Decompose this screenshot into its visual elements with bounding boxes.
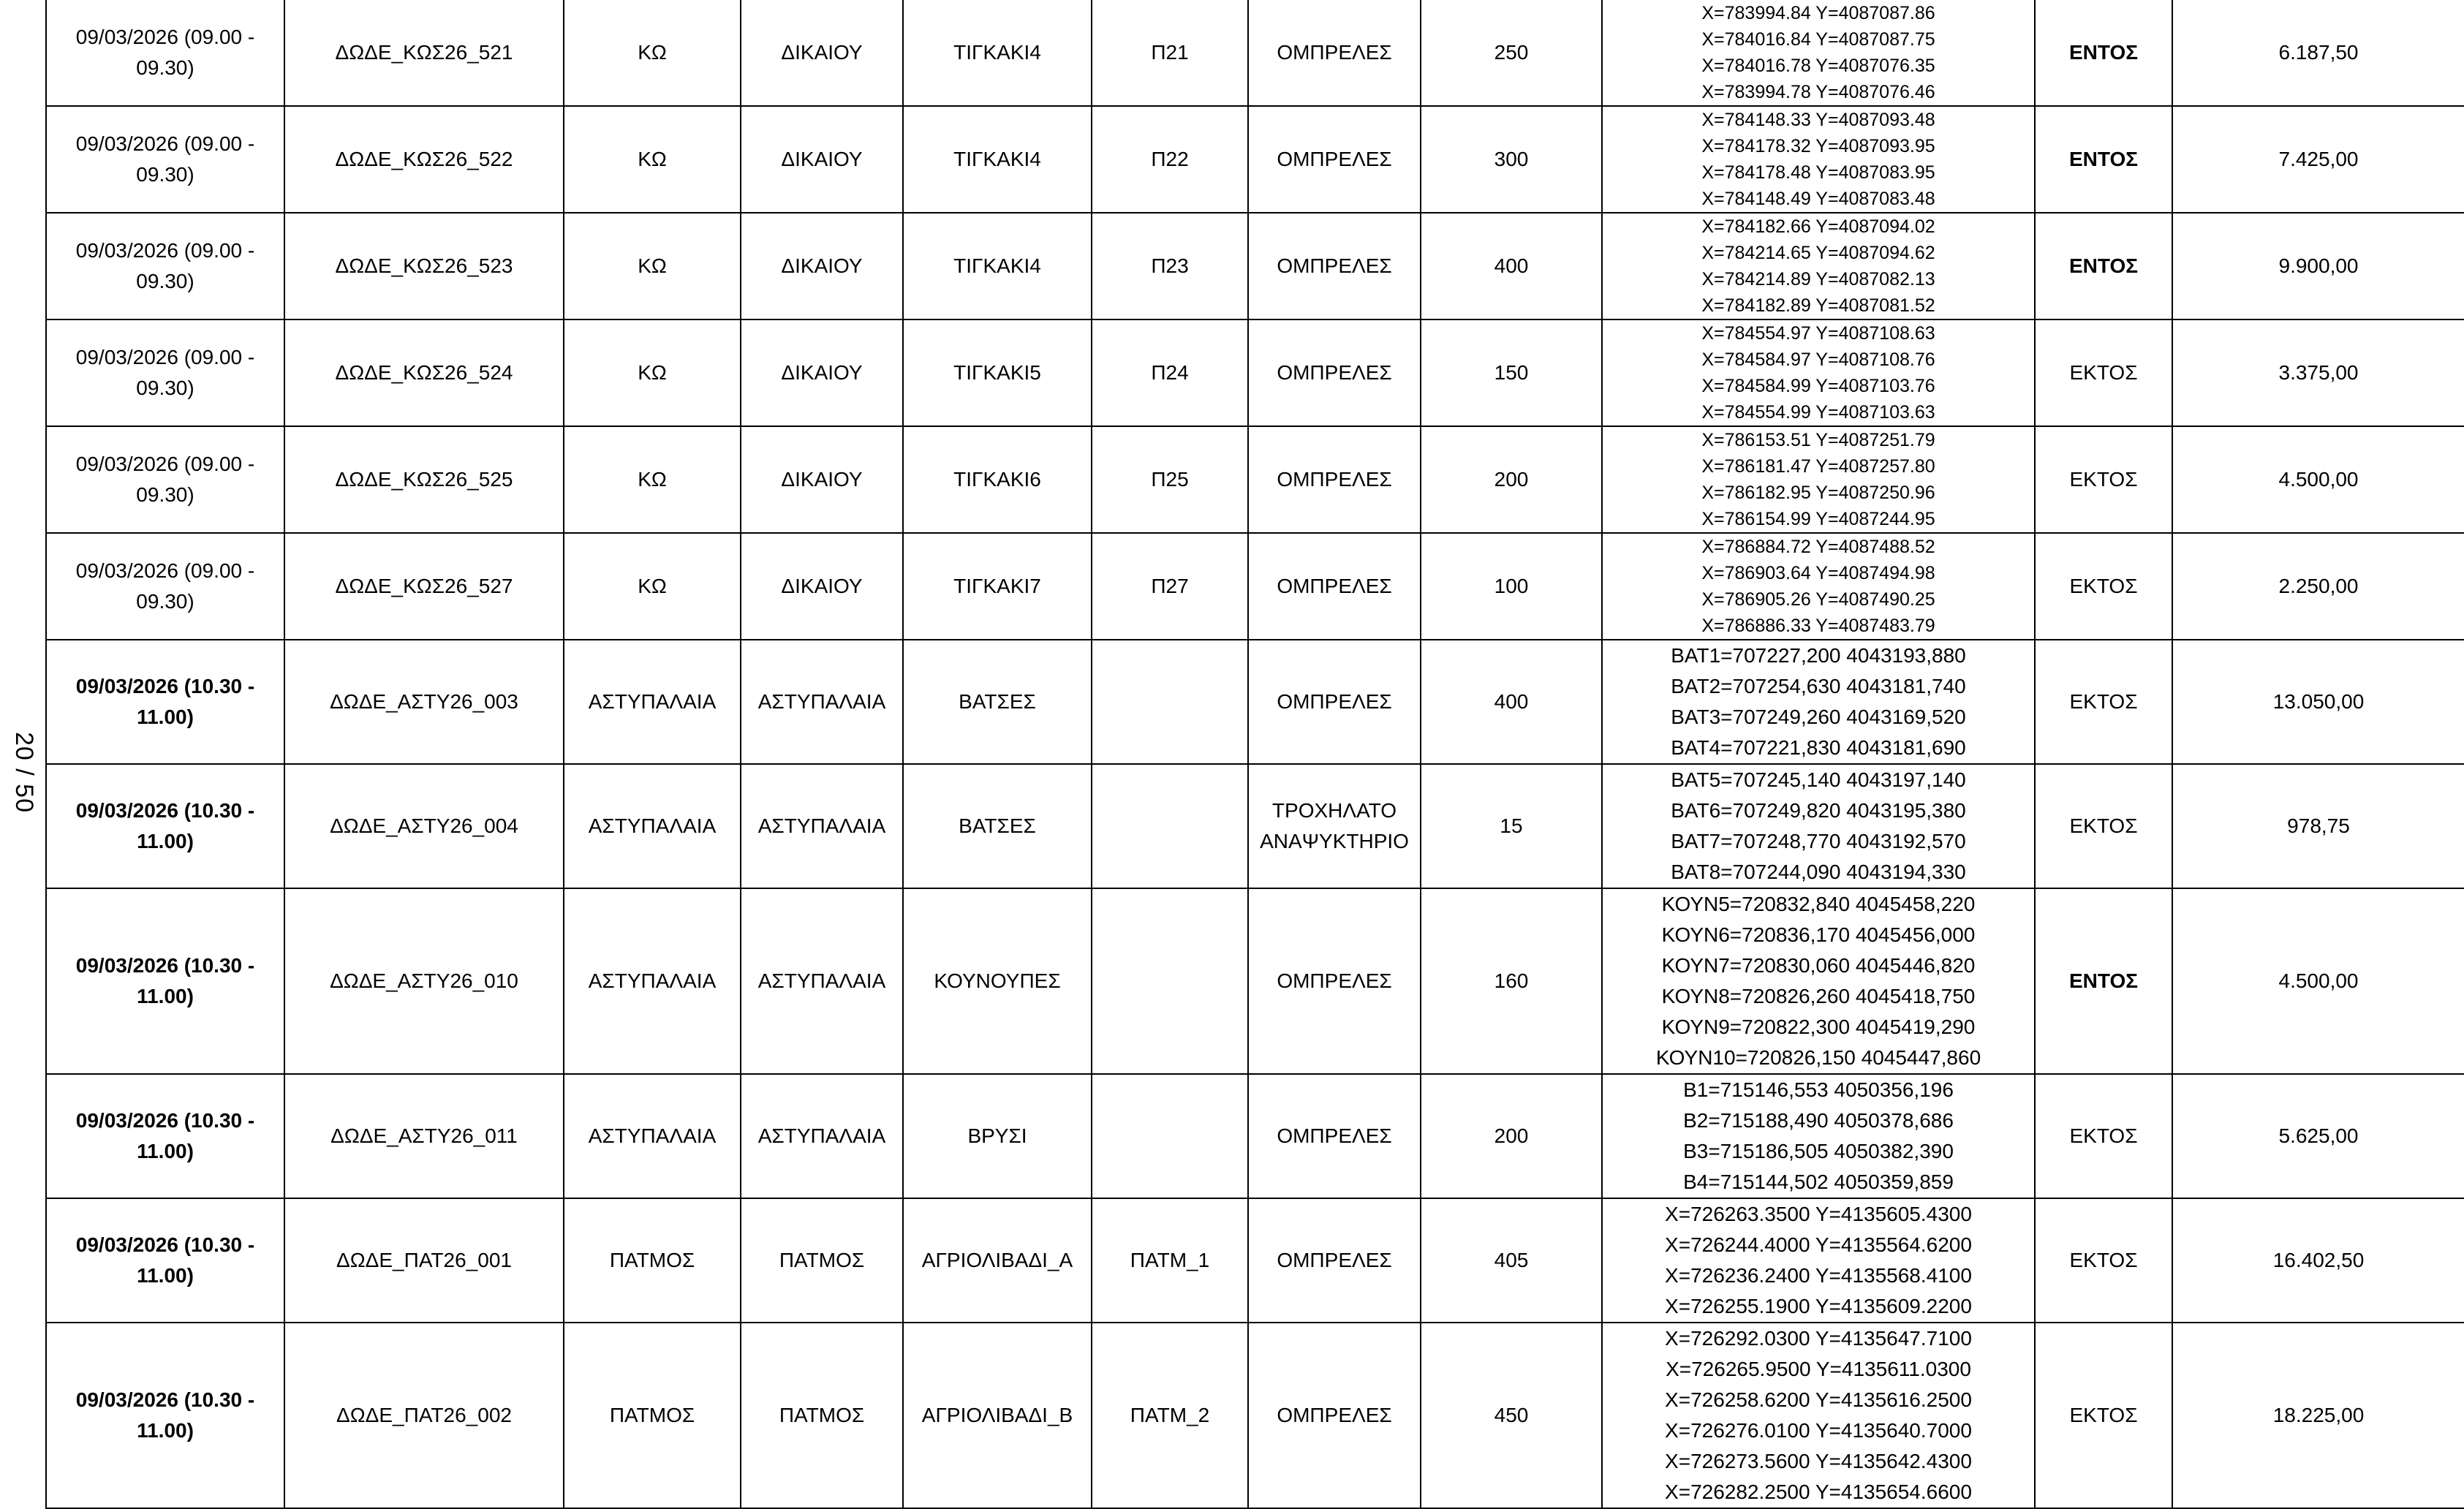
coordinate-line: X=786181.47 Y=4087257.80	[1701, 456, 1935, 477]
coordinate-line: X=784016.78 Y=4087076.35	[1701, 56, 1935, 76]
area-cell: 300	[1421, 106, 1602, 213]
coordinate-line: ΒΑΤ5=707245,140 4043197,140	[1671, 768, 1966, 791]
island-cell: ΠΑΤΜΟΣ	[564, 1323, 741, 1508]
date-cell: 09/03/2026 (09.00 - 09.30)	[46, 426, 284, 533]
coordinate-line: X=784182.89 Y=4087081.52	[1701, 295, 1935, 316]
table-row	[46, 1323, 2464, 1508]
amount-cell: 6.187,50	[2172, 0, 2464, 106]
use-cell: ΟΜΠΡΕΛΕΣ	[1248, 106, 1421, 213]
coordinate-line: X=726258.6200 Y=4135616.2500	[1665, 1388, 1972, 1411]
zone-cell: ΕΝΤΟΣ	[2035, 0, 2172, 106]
zone-cell: ΕΚΤΟΣ	[2035, 1198, 2172, 1323]
plot-cell	[1092, 640, 1248, 764]
code-cell: ΔΩΔΕ_ΚΩΣ26_523	[284, 213, 564, 319]
island-cell: ΑΣΤΥΠΑΛΑΙΑ	[564, 640, 741, 764]
location-cell: ΒΡΥΣΙ	[903, 1074, 1092, 1198]
coordinates-cell	[1602, 1323, 2035, 1508]
location-cell: ΤΙΓΚΑΚΙ5	[903, 319, 1092, 426]
coordinates-cell	[1602, 106, 2035, 213]
coordinate-line: X=784178.32 Y=4087093.95	[1701, 136, 1935, 156]
table-body	[46, 0, 2464, 1508]
coordinate-line: X=786182.95 Y=4087250.96	[1701, 483, 1935, 503]
concession-table	[45, 0, 2464, 1509]
coordinates-cell	[1602, 0, 2035, 106]
plot-cell: Π27	[1092, 533, 1248, 640]
code-cell: ΔΩΔΕ_ΑΣΤΥ26_003	[284, 640, 564, 764]
coordinates-cell	[1602, 213, 2035, 319]
use-cell: ΟΜΠΡΕΛΕΣ	[1248, 640, 1421, 764]
zone-cell: ΕΝΤΟΣ	[2035, 213, 2172, 319]
coordinate-line: X=784554.97 Y=4087108.63	[1701, 323, 1935, 344]
use-cell: ΟΜΠΡΕΛΕΣ	[1248, 213, 1421, 319]
coordinate-line: Β1=715146,553 4050356,196	[1683, 1078, 1954, 1101]
zone-cell: ΕΝΤΟΣ	[2035, 888, 2172, 1074]
coordinate-line: X=783994.84 Y=4087087.86	[1701, 3, 1935, 23]
table-row	[46, 1074, 2464, 1198]
municipality-cell: ΔΙΚΑΙΟΥ	[741, 0, 903, 106]
coordinate-line: X=784554.99 Y=4087103.63	[1701, 402, 1935, 423]
coordinate-line: X=786884.72 Y=4087488.52	[1701, 537, 1935, 557]
coordinates-cell	[1602, 533, 2035, 640]
coordinates-cell	[1602, 888, 2035, 1074]
area-cell: 450	[1421, 1323, 1602, 1508]
plot-cell	[1092, 1074, 1248, 1198]
amount-cell: 16.402,50	[2172, 1198, 2464, 1323]
coordinate-line: X=784182.66 Y=4087094.02	[1701, 216, 1935, 237]
coordinate-line: X=786905.26 Y=4087490.25	[1701, 589, 1935, 610]
area-cell: 400	[1421, 640, 1602, 764]
coordinate-line: X=784584.99 Y=4087103.76	[1701, 376, 1935, 396]
location-cell: ΤΙΓΚΑΚΙ4	[903, 0, 1092, 106]
coordinate-line: Β3=715186,505 4050382,390	[1683, 1140, 1954, 1162]
area-cell: 160	[1421, 888, 1602, 1074]
date-cell: 09/03/2026 (09.00 - 09.30)	[46, 106, 284, 213]
table-row	[46, 0, 2464, 106]
amount-cell: 4.500,00	[2172, 888, 2464, 1074]
coordinate-line: X=726292.0300 Y=4135647.7100	[1665, 1327, 1972, 1350]
zone-cell: ΕΚΤΟΣ	[2035, 319, 2172, 426]
date-cell: 09/03/2026 (09.00 - 09.30)	[46, 319, 284, 426]
coordinate-line: ΒΑΤ3=707249,260 4043169,520	[1671, 706, 1966, 728]
code-cell: ΔΩΔΕ_ΚΩΣ26_527	[284, 533, 564, 640]
zone-cell: ΕΚΤΟΣ	[2035, 764, 2172, 888]
island-cell: ΑΣΤΥΠΑΛΑΙΑ	[564, 764, 741, 888]
location-cell: ΤΙΓΚΑΚΙ6	[903, 426, 1092, 533]
use-cell: ΟΜΠΡΕΛΕΣ	[1248, 1074, 1421, 1198]
municipality-cell: ΑΣΤΥΠΑΛΑΙΑ	[741, 764, 903, 888]
page-counter-text: 20 / 50	[10, 731, 38, 813]
coordinate-line: X=726236.2400 Y=4135568.4100	[1665, 1264, 1972, 1287]
area-cell: 100	[1421, 533, 1602, 640]
code-cell: ΔΩΔΕ_ΚΩΣ26_522	[284, 106, 564, 213]
date-cell: 09/03/2026 (09.00 - 09.30)	[46, 533, 284, 640]
coordinate-line: X=783994.78 Y=4087076.46	[1701, 82, 1935, 102]
coordinates-cell	[1602, 764, 2035, 888]
coordinate-line: X=786154.99 Y=4087244.95	[1701, 509, 1935, 529]
area-cell: 200	[1421, 1074, 1602, 1198]
coordinate-line: ΚΟΥΝ5=720832,840 4045458,220	[1661, 893, 1976, 915]
coordinate-line: ΚΟΥΝ8=720826,260 4045418,750	[1661, 985, 1976, 1007]
plot-cell: ΠΑΤΜ_2	[1092, 1323, 1248, 1508]
table-row	[46, 533, 2464, 640]
code-cell: ΔΩΔΕ_ΚΩΣ26_524	[284, 319, 564, 426]
municipality-cell: ΑΣΤΥΠΑΛΑΙΑ	[741, 640, 903, 764]
coordinate-line: Β4=715144,502 4050359,859	[1683, 1170, 1954, 1193]
location-cell: ΚΟΥΝΟΥΠΕΣ	[903, 888, 1092, 1074]
location-cell: ΑΓΡΙΟΛΙΒΑΔΙ_Α	[903, 1198, 1092, 1323]
amount-cell: 5.625,00	[2172, 1074, 2464, 1198]
municipality-cell: ΔΙΚΑΙΟΥ	[741, 426, 903, 533]
amount-cell: 13.050,00	[2172, 640, 2464, 764]
area-cell: 200	[1421, 426, 1602, 533]
use-cell: ΤΡΟΧΗΛΑΤΟ ΑΝΑΨΥΚΤΗΡΙΟ	[1248, 764, 1421, 888]
coordinate-line: X=726263.3500 Y=4135605.4300	[1665, 1203, 1972, 1225]
plot-cell: Π21	[1092, 0, 1248, 106]
table-row	[46, 106, 2464, 213]
page-counter	[4, 721, 42, 823]
use-cell: ΟΜΠΡΕΛΕΣ	[1248, 0, 1421, 106]
coordinate-line: X=786886.33 Y=4087483.79	[1701, 616, 1935, 636]
island-cell: ΑΣΤΥΠΑΛΑΙΑ	[564, 888, 741, 1074]
coordinate-line: X=726273.5600 Y=4135642.4300	[1665, 1450, 1972, 1472]
zone-cell: ΕΚΤΟΣ	[2035, 1074, 2172, 1198]
coordinate-line: X=726265.9500 Y=4135611.0300	[1666, 1358, 1971, 1380]
island-cell: ΚΩ	[564, 106, 741, 213]
coordinates-cell	[1602, 1198, 2035, 1323]
plot-cell: Π25	[1092, 426, 1248, 533]
use-cell: ΟΜΠΡΕΛΕΣ	[1248, 1323, 1421, 1508]
date-cell: 09/03/2026 (09.00 - 09.30)	[46, 0, 284, 106]
location-cell: ΤΙΓΚΑΚΙ4	[903, 213, 1092, 319]
coordinates-cell	[1602, 426, 2035, 533]
plot-cell: ΠΑΤΜ_1	[1092, 1198, 1248, 1323]
table-row	[46, 888, 2464, 1074]
plot-cell: Π23	[1092, 213, 1248, 319]
municipality-cell: ΔΙΚΑΙΟΥ	[741, 106, 903, 213]
zone-cell: ΕΚΤΟΣ	[2035, 1323, 2172, 1508]
date-cell: 09/03/2026 (10.30 - 11.00)	[46, 1074, 284, 1198]
island-cell: ΠΑΤΜΟΣ	[564, 1198, 741, 1323]
island-cell: ΑΣΤΥΠΑΛΑΙΑ	[564, 1074, 741, 1198]
date-cell: 09/03/2026 (10.30 - 11.00)	[46, 764, 284, 888]
island-cell: ΚΩ	[564, 0, 741, 106]
coordinate-line: X=784148.49 Y=4087083.48	[1701, 189, 1935, 209]
date-cell: 09/03/2026 (10.30 - 11.00)	[46, 1198, 284, 1323]
date-cell: 09/03/2026 (10.30 - 11.00)	[46, 640, 284, 764]
island-cell: ΚΩ	[564, 426, 741, 533]
municipality-cell: ΔΙΚΑΙΟΥ	[741, 533, 903, 640]
table-row	[46, 1198, 2464, 1323]
zone-cell: ΕΚΤΟΣ	[2035, 640, 2172, 764]
coordinate-line: X=786903.64 Y=4087494.98	[1701, 563, 1935, 583]
amount-cell: 2.250,00	[2172, 533, 2464, 640]
coordinate-line: X=786153.51 Y=4087251.79	[1701, 430, 1935, 450]
plot-cell	[1092, 764, 1248, 888]
island-cell: ΚΩ	[564, 213, 741, 319]
coordinate-line: X=726255.1900 Y=4135609.2200	[1665, 1295, 1972, 1317]
area-cell: 400	[1421, 213, 1602, 319]
coordinates-cell	[1602, 640, 2035, 764]
coordinate-line: ΚΟΥΝ7=720830,060 4045446,820	[1661, 954, 1976, 977]
coordinates-cell	[1602, 319, 2035, 426]
coordinate-line: X=784148.33 Y=4087093.48	[1701, 110, 1935, 130]
code-cell: ΔΩΔΕ_ΠΑΤ26_002	[284, 1323, 564, 1508]
zone-cell: ΕΚΤΟΣ	[2035, 426, 2172, 533]
municipality-cell: ΠΑΤΜΟΣ	[741, 1323, 903, 1508]
use-cell: ΟΜΠΡΕΛΕΣ	[1248, 533, 1421, 640]
coordinate-line: X=784214.65 Y=4087094.62	[1701, 243, 1935, 263]
area-cell: 15	[1421, 764, 1602, 888]
amount-cell: 18.225,00	[2172, 1323, 2464, 1508]
coordinate-line: X=784178.48 Y=4087083.95	[1701, 162, 1935, 183]
amount-cell: 978,75	[2172, 764, 2464, 888]
code-cell: ΔΩΔΕ_ΚΩΣ26_521	[284, 0, 564, 106]
coordinate-line: ΒΑΤ6=707249,820 4043195,380	[1671, 799, 1966, 822]
coordinate-line: ΒΑΤ2=707254,630 4043181,740	[1671, 675, 1966, 697]
date-cell: 09/03/2026 (09.00 - 09.30)	[46, 213, 284, 319]
coordinate-line: ΚΟΥΝ6=720836,170 4045456,000	[1661, 923, 1976, 946]
coordinate-line: ΒΑΤ8=707244,090 4043194,330	[1671, 861, 1966, 883]
location-cell: ΤΙΓΚΑΚΙ7	[903, 533, 1092, 640]
municipality-cell: ΔΙΚΑΙΟΥ	[741, 319, 903, 426]
date-cell: 09/03/2026 (10.30 - 11.00)	[46, 888, 284, 1074]
coordinate-line: X=784214.89 Y=4087082.13	[1701, 269, 1935, 290]
island-cell: ΚΩ	[564, 533, 741, 640]
location-cell: ΒΑΤΣΕΣ	[903, 764, 1092, 888]
municipality-cell: ΑΣΤΥΠΑΛΑΙΑ	[741, 1074, 903, 1198]
amount-cell: 4.500,00	[2172, 426, 2464, 533]
table-row	[46, 426, 2464, 533]
code-cell: ΔΩΔΕ_ΠΑΤ26_001	[284, 1198, 564, 1323]
coordinate-line: ΒΑΤ7=707248,770 4043192,570	[1671, 830, 1966, 852]
zone-cell: ΕΚΤΟΣ	[2035, 533, 2172, 640]
municipality-cell: ΠΑΤΜΟΣ	[741, 1198, 903, 1323]
municipality-cell: ΔΙΚΑΙΟΥ	[741, 213, 903, 319]
area-cell: 150	[1421, 319, 1602, 426]
coordinate-line: ΒΑΤ1=707227,200 4043193,880	[1671, 644, 1966, 667]
coordinate-line: ΚΟΥΝ10=720826,150 4045447,860	[1655, 1046, 1981, 1069]
coordinate-line: Β2=715188,490 4050378,686	[1683, 1109, 1954, 1132]
coordinate-line: X=726244.4000 Y=4135564.6200	[1665, 1233, 1972, 1256]
municipality-cell: ΑΣΤΥΠΑΛΑΙΑ	[741, 888, 903, 1074]
plot-cell: Π22	[1092, 106, 1248, 213]
table-row	[46, 764, 2464, 888]
amount-cell: 9.900,00	[2172, 213, 2464, 319]
coordinate-line: X=726276.0100 Y=4135640.7000	[1665, 1419, 1972, 1442]
amount-cell: 3.375,00	[2172, 319, 2464, 426]
coordinate-line: X=784584.97 Y=4087108.76	[1701, 349, 1935, 370]
use-cell: ΟΜΠΡΕΛΕΣ	[1248, 888, 1421, 1074]
zone-cell: ΕΝΤΟΣ	[2035, 106, 2172, 213]
coordinate-line: X=726282.2500 Y=4135654.6600	[1665, 1480, 1972, 1503]
table-row	[46, 319, 2464, 426]
location-cell: ΒΑΤΣΕΣ	[903, 640, 1092, 764]
coordinate-line: ΒΑΤ4=707221,830 4043181,690	[1671, 736, 1966, 759]
table-row	[46, 640, 2464, 764]
date-cell: 09/03/2026 (10.30 - 11.00)	[46, 1323, 284, 1508]
location-cell: ΤΙΓΚΑΚΙ4	[903, 106, 1092, 213]
code-cell: ΔΩΔΕ_ΚΩΣ26_525	[284, 426, 564, 533]
use-cell: ΟΜΠΡΕΛΕΣ	[1248, 1198, 1421, 1323]
coordinate-line: X=784016.84 Y=4087087.75	[1701, 29, 1935, 50]
plot-cell: Π24	[1092, 319, 1248, 426]
table-row	[46, 213, 2464, 319]
island-cell: ΚΩ	[564, 319, 741, 426]
code-cell: ΔΩΔΕ_ΑΣΤΥ26_004	[284, 764, 564, 888]
coordinates-cell	[1602, 1074, 2035, 1198]
location-cell: ΑΓΡΙΟΛΙΒΑΔΙ_Β	[903, 1323, 1092, 1508]
amount-cell: 7.425,00	[2172, 106, 2464, 213]
code-cell: ΔΩΔΕ_ΑΣΤΥ26_010	[284, 888, 564, 1074]
use-cell: ΟΜΠΡΕΛΕΣ	[1248, 426, 1421, 533]
coordinate-line: ΚΟΥΝ9=720822,300 4045419,290	[1661, 1016, 1976, 1038]
area-cell: 405	[1421, 1198, 1602, 1323]
code-cell: ΔΩΔΕ_ΑΣΤΥ26_011	[284, 1074, 564, 1198]
plot-cell	[1092, 888, 1248, 1074]
use-cell: ΟΜΠΡΕΛΕΣ	[1248, 319, 1421, 426]
area-cell: 250	[1421, 0, 1602, 106]
